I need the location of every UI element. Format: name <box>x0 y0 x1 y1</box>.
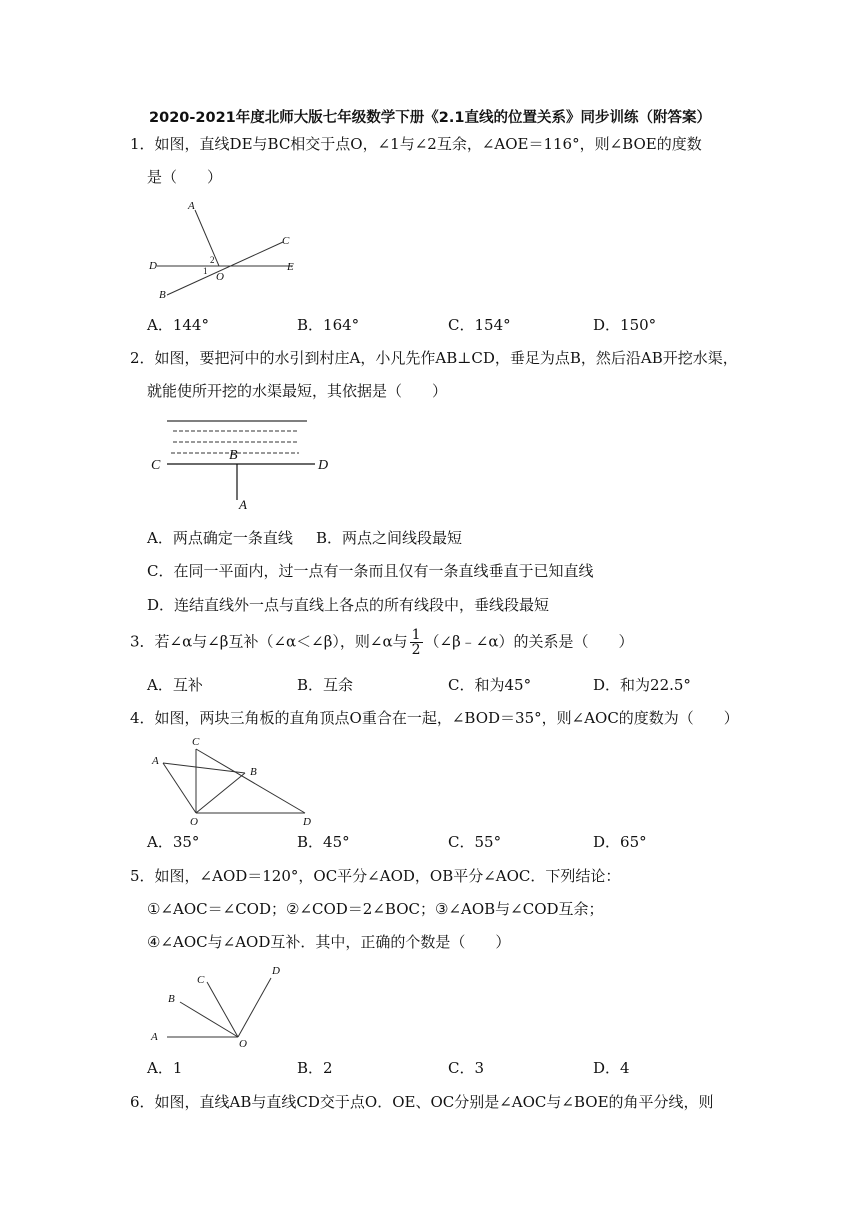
page-title: 2020-2021年度北师大版七年级数学下册《2.1直线的位置关系》同步训练（附答案） <box>149 110 711 126</box>
q1-label-a: A <box>188 200 195 212</box>
q2-option-b: B．两点之间线段最短 <box>316 529 463 547</box>
q5-label-b: B <box>168 993 175 1005</box>
q5-label-o: O <box>239 1038 247 1050</box>
q5-option-c: C．3 <box>448 1059 485 1077</box>
q3-fraction-den: 2 <box>411 642 421 658</box>
question-5-stem: 5．如图，∠AOD＝120°，OC平分∠AOD，OB平分∠AOC．下列结论： <box>130 867 621 885</box>
q2-label-a: A <box>239 497 247 512</box>
q5-option-a: A．1 <box>147 1059 183 1077</box>
question-2-stem-cont: 就能使所开挖的水渠最短，其依据是（ ） <box>147 382 448 400</box>
question-4-figure <box>145 733 325 829</box>
question-2-stem: 2．如图，要把河中的水引到村庄A，小凡先作AB⊥CD，垂足为点B，然后沿AB开挖水渠， <box>130 349 738 367</box>
q1-option-d: D．150° <box>593 316 657 334</box>
q3-fraction <box>410 628 423 657</box>
q2-label-c: C <box>151 458 161 473</box>
q5-label-d: D <box>272 965 280 977</box>
question-6-stem: 6．如图，直线AB与直线CD交于点O．OE、OC分别是∠AOC与∠BOE的角平分线，则 <box>130 1093 714 1111</box>
q5-label-a: A <box>151 1031 158 1043</box>
q1-option-a: A．144° <box>147 316 209 334</box>
q1-label-d: D <box>149 260 157 272</box>
q2-label-d: D <box>318 458 329 473</box>
q1-label-b: B <box>159 289 166 301</box>
question-2-figure <box>145 413 345 515</box>
q2-option-a: A．两点确定一条直线 <box>147 529 293 547</box>
q2-option-c: C．在同一平面内，过一点有一条而且仅有一条直线垂直于已知直线 <box>147 562 594 580</box>
question-1-figure <box>145 195 315 305</box>
q3-text-b: （∠β﹣∠α）的关系是（ ） <box>424 632 634 651</box>
q4-option-d: D．65° <box>593 833 647 851</box>
q3-option-c: C．和为45° <box>448 676 532 694</box>
q5-label-c: C <box>197 974 205 986</box>
q4-option-a: A．35° <box>147 833 200 851</box>
q4-label-b: B <box>250 766 257 778</box>
question-1-stem: 1．如图，直线DE与BC相交于点O，∠1与∠2互余，∠AOE＝116°，则∠BOE的度数 <box>130 135 702 153</box>
q4-option-c: C．55° <box>448 833 502 851</box>
question-3-stem <box>130 628 634 657</box>
q1-option-c: C．154° <box>448 316 511 334</box>
q4-option-b: B．45° <box>297 833 350 851</box>
question-5-stem-cont-1: ①∠AOC＝∠COD；②∠COD＝2∠BOC；③∠AOB与∠COD互余； <box>147 900 604 918</box>
question-4-stem: 4．如图，两块三角板的直角顶点O重合在一起，∠BOD＝35°，则∠AOC的度数为（ ） <box>130 709 739 727</box>
q1-label-o: O <box>216 271 224 283</box>
q1-label-2: 2 <box>210 255 215 265</box>
q4-label-d: D <box>303 816 311 828</box>
q3-text-a: 3．若∠α与∠β互补（∠α＜∠β），则∠α与 <box>130 632 408 651</box>
q4-label-o: O <box>190 816 198 828</box>
question-1-stem-cont: 是（ ） <box>147 168 223 186</box>
q4-label-a: A <box>152 755 159 767</box>
q1-label-1: 1 <box>203 266 208 276</box>
q3-option-d: D．和为22.5° <box>593 676 691 694</box>
q3-fraction-num: 1 <box>411 627 421 643</box>
q1-label-c: C <box>282 235 290 247</box>
question-5-stem-cont-2: ④∠AOC与∠AOD互补．其中，正确的个数是（ ） <box>147 933 511 951</box>
q5-option-d: D．4 <box>593 1059 630 1077</box>
q5-option-b: B．2 <box>297 1059 333 1077</box>
q1-label-e: E <box>287 261 294 273</box>
question-5-figure <box>145 960 305 1052</box>
q1-option-b: B．164° <box>297 316 360 334</box>
q3-option-b: B．互余 <box>297 676 354 694</box>
q2-option-d: D．连结直线外一点与直线上各点的所有线段中，垂线段最短 <box>147 596 550 614</box>
q2-label-b: B <box>229 448 238 463</box>
q4-label-c: C <box>192 736 200 748</box>
q3-option-a: A．互补 <box>147 676 203 694</box>
